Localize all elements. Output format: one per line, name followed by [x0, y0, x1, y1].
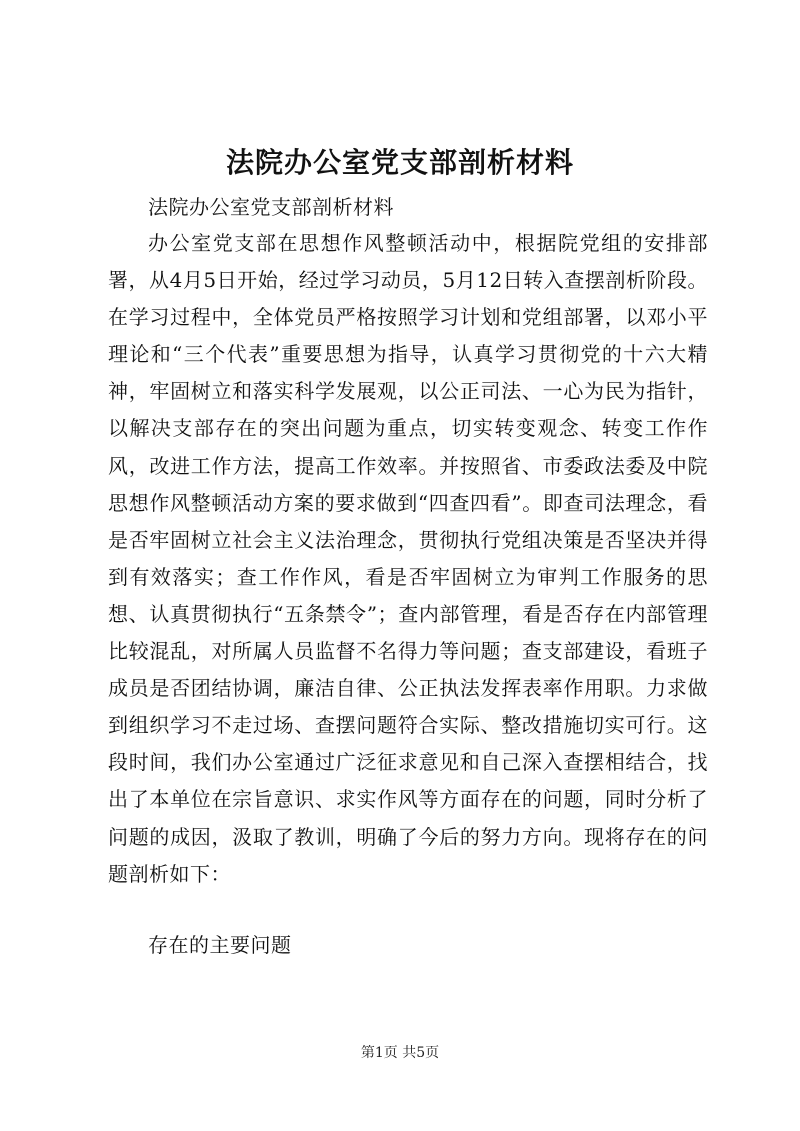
body-paragraph: 办公室党支部在思想作风整顿活动中，根据院党组的安排部署，从4月5日开始，经过学习动员，5月12日转入查摆剖析阶段。在学习过程中，全体党员严格按照学习计划和党组部署，以邓小平理论和“三个代表”重要思想为指导，认真学习贯彻党的十六大精神，牢固树立和落实科学发展观，以公正司法、一心为民为指针，以解决支部存在的突出问题为重点，切实转变观念、转变工作作风，改进工作方法，提高工作效率。并按照省、市委政法委及中院思想作风整顿活动方案的要求做到“四查四看”。即查司法理念，看是否牢固树立社会主义法治理念，贯彻执行党组决策是否坚决并得到有效落实；查工作作风，看是否牢固树立为审判工作服务的思想、认真贯彻执行“五条禁令”；查内部管理，看是否存在内部管理比较混乱，对所属人员监督不名得力等问题；查支部建设，看班子成员是否团结协调，廉洁自律、公正执法发挥表率作用职。力求做到组织学习不走过场、查摆问题符合实际、整改措施切实可行。这段时间，我们办公室通过广泛征求意见和自己深入查摆相结合，找出了本单位在宗旨意识、求实作风等方面存在的问题，同时分析了问题的成因，汲取了教训，明确了今后的努力方向。现将存在的问题剖析如下：: [108, 231, 708, 886]
section-heading: 存在的主要问题: [148, 933, 292, 957]
subtitle-paragraph: 法院办公室党支部剖析材料: [148, 195, 394, 219]
document-title: 法院办公室党支部剖析材料: [225, 146, 574, 179]
page-footer: 第1页 共5页: [360, 1045, 440, 1061]
